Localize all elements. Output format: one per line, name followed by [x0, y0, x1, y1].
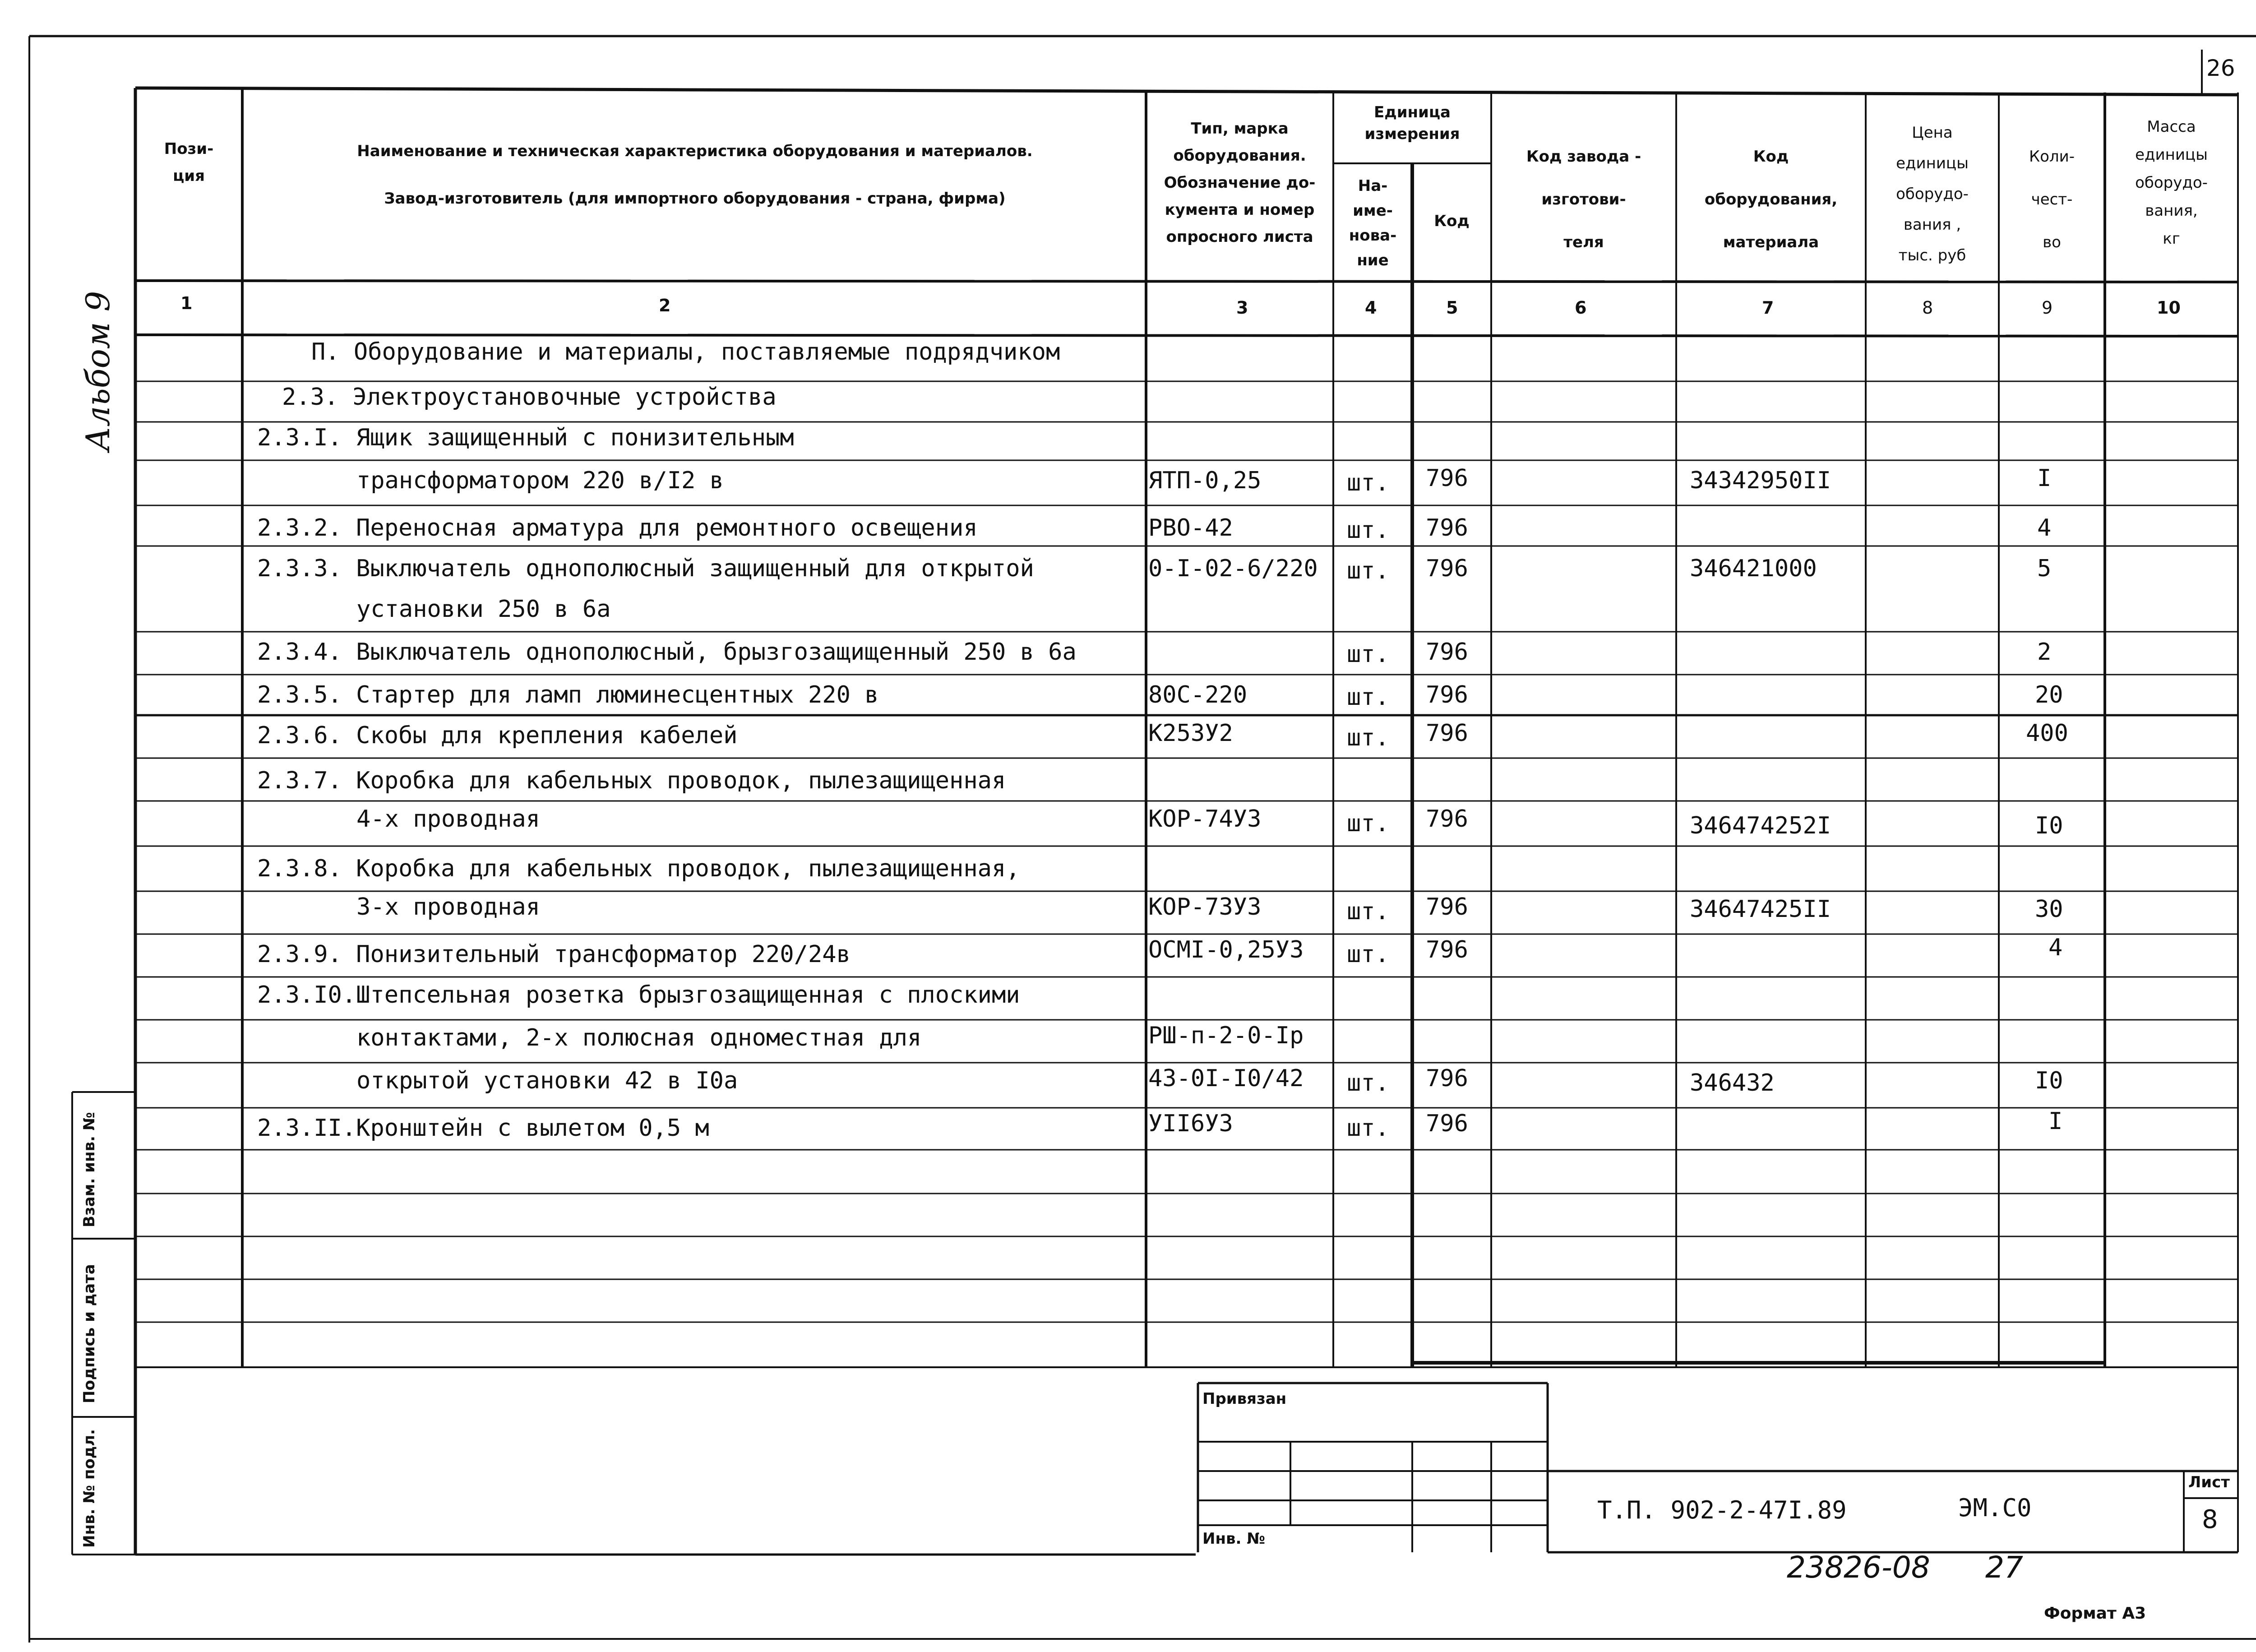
row-8-desc: 2.3.5. Стартер для ламп люминесцентных 220 в	[257, 681, 879, 708]
row-9-unit: шт.	[1347, 724, 1389, 751]
stamp-inv-no: Инв. №	[1202, 1530, 1266, 1548]
sheet-corner-number: 26	[2206, 55, 2235, 81]
row-17-desc: открытой установки 42 в I0а	[356, 1067, 738, 1094]
row-9-type: К253У2	[1148, 720, 1233, 747]
format-label: Формат А3	[2044, 1604, 2146, 1623]
row-9-desc: 2.3.6. Скобы для крепления кабелей	[257, 722, 738, 749]
row-3-unit: шт.	[1347, 469, 1389, 496]
row-17-qty: I0	[2035, 1067, 2063, 1094]
row-3-desc: трансформатором 220 в/I2 в	[356, 467, 724, 494]
row-7-unit-code: 796	[1426, 639, 1468, 666]
row-8-qty: 20	[2035, 681, 2063, 708]
row-11-unit-code: 796	[1426, 805, 1468, 833]
header-unit-group: Единица измерения	[1364, 103, 1460, 143]
row-3-qty: I	[2037, 465, 2052, 492]
row-3-code: 34342950II	[1690, 467, 1831, 494]
row-5-type: 0-I-02-6/220	[1148, 555, 1318, 582]
row-3-type: ЯТП-0,25	[1148, 467, 1262, 494]
row-13-unit: шт.	[1347, 898, 1389, 925]
row-11-unit: шт.	[1347, 810, 1389, 837]
row-17-unit-code: 796	[1426, 1065, 1468, 1092]
row-18-unit-code: 796	[1426, 1110, 1468, 1137]
col-number-10: 10	[2157, 298, 2181, 318]
row-4-type: РВО-42	[1148, 514, 1233, 541]
stamp-privyazan: Привязан	[1202, 1390, 1287, 1408]
row-8-type: 80С-220	[1148, 681, 1248, 708]
row-8-unit-code: 796	[1426, 681, 1468, 708]
row-8-unit: шт.	[1347, 684, 1389, 711]
row-5-qty: 5	[2037, 555, 2052, 582]
stamp-list-number: 8	[2202, 1505, 2218, 1534]
col-number-8: 8	[1922, 298, 1933, 318]
row-5-unit-code: 796	[1426, 555, 1468, 582]
row-1-desc: 2.3. Электроустановочные устройства	[282, 384, 777, 411]
header-equipment-code: Код оборудования, материала	[1704, 148, 1838, 251]
col-number-5: 5	[1446, 298, 1458, 318]
stamp-list-label: Лист	[2188, 1473, 2230, 1491]
row-11-qty: I0	[2035, 812, 2063, 839]
row-12-desc: 2.3.8. Коробка для кабельных проводок, пылезащищенная,	[257, 855, 1020, 882]
header-price: Цена единицы оборудо- вания , тыс. руб	[1896, 124, 1969, 264]
row-17-unit: шт.	[1347, 1069, 1389, 1097]
row-5-code: 346421000	[1690, 555, 1817, 582]
row-9-qty: 400	[2026, 720, 2068, 747]
row-7-qty: 2	[2037, 639, 2052, 666]
row-18-qty: I	[2048, 1108, 2063, 1135]
col-number-9: 9	[2042, 298, 2053, 318]
col-number-1: 1	[180, 293, 193, 313]
col-number-6: 6	[1575, 298, 1587, 318]
row-4-desc: 2.3.2. Переносная арматура для ремонтного освещения	[257, 514, 978, 541]
row-2-desc: 2.3.I. Ящик защищенный с понизительным	[257, 424, 794, 451]
row-3-unit-code: 796	[1426, 465, 1468, 492]
row-13-qty: 30	[2035, 896, 2063, 923]
row-11-type: КОР-74У3	[1148, 805, 1262, 833]
row-7-desc: 2.3.4. Выключатель однополюсный, брызгозащищенный 250 в 6а	[257, 639, 1077, 666]
album-label: Альбом 9	[79, 291, 117, 451]
handwritten-number: 23826-08	[1787, 1550, 1930, 1585]
header-mass: Масса единицы оборудо- вания, кг	[2135, 118, 2208, 248]
row-13-code: 34647425II	[1690, 896, 1831, 923]
row-13-desc: 3-х проводная	[356, 893, 540, 921]
header-quantity: Коли- чест- во	[2029, 148, 2075, 251]
handwritten-page: 27	[1985, 1550, 2023, 1585]
header-type: Тип, марка оборудования. Обозначение до- кумента и номер опросного листа	[1164, 120, 1316, 246]
row-5-unit: шт.	[1347, 557, 1389, 584]
stamp-section: ЭМ.С0	[1958, 1494, 2032, 1522]
header-factory-code: Код завода - изготови- теля	[1526, 148, 1641, 251]
row-16-desc: контактами, 2-х полюсная одноместная для	[356, 1024, 922, 1051]
header-name-line2: Завод-изготовитель (для импортного оборудования - страна, фирма)	[384, 190, 1006, 208]
row-14-type: ОСМI-0,25У3	[1148, 936, 1304, 963]
side-label-inv-podl: Инв. № подл.	[80, 1429, 98, 1548]
row-18-desc: 2.3.II.Кронштейн с вылетом 0,5 м	[257, 1115, 709, 1142]
row-17-code: 346432	[1690, 1069, 1775, 1097]
header-unit-name: На- име- нова- ние	[1349, 177, 1397, 269]
side-label-vzam: Взам. инв. №	[80, 1112, 98, 1227]
row-4-qty: 4	[2037, 514, 2052, 541]
row-14-desc: 2.3.9. Понизительный трансформатор 220/24в	[257, 941, 851, 968]
side-label-podpis: Подпись и дата	[80, 1264, 98, 1403]
stamp-doc-code: Т.П. 902-2-47I.89	[1597, 1496, 1847, 1524]
row-4-unit: шт.	[1347, 517, 1389, 544]
col-number-2: 2	[659, 296, 671, 315]
row-15-desc: 2.3.I0.Штепсельная розетка брызгозащищенная с плоскими	[257, 981, 1020, 1009]
row-14-qty: 4	[2048, 934, 2063, 961]
row-18-unit: шт.	[1347, 1115, 1389, 1142]
row-13-unit-code: 796	[1426, 893, 1468, 921]
row-4-unit-code: 796	[1426, 514, 1468, 541]
row-5-desc: 2.3.3. Выключатель однополюсный защищенный для открытой	[257, 555, 1034, 582]
row-14-unit: шт.	[1347, 941, 1389, 968]
col-number-3: 3	[1236, 298, 1248, 318]
col-number-4: 4	[1365, 298, 1377, 318]
row-17-type: 43-0I-I0/42	[1148, 1065, 1304, 1092]
row-18-type: УII6У3	[1148, 1110, 1233, 1137]
row-16-type: РШ-п-2-0-Iр	[1148, 1022, 1304, 1049]
col-number-7: 7	[1762, 298, 1774, 318]
row-6-desc: установки 250 в 6а	[356, 596, 611, 623]
header-unit-code: Код	[1434, 212, 1470, 230]
header-position: Пози- ция	[164, 140, 214, 185]
row-13-type: КОР-73У3	[1148, 893, 1262, 921]
row-11-code: 346474252I	[1690, 812, 1831, 839]
row-0-desc: П. Оборудование и материалы, поставляемые подрядчиком	[311, 338, 1060, 366]
row-14-unit-code: 796	[1426, 936, 1468, 963]
row-10-desc: 2.3.7. Коробка для кабельных проводок, пылезащищенная	[257, 767, 1006, 794]
row-11-desc: 4-х проводная	[356, 805, 540, 833]
row-7-unit: шт.	[1347, 641, 1389, 668]
header-name-line1: Наименование и техническая характеристика оборудования и материалов.	[357, 142, 1033, 160]
row-9-unit-code: 796	[1426, 720, 1468, 747]
